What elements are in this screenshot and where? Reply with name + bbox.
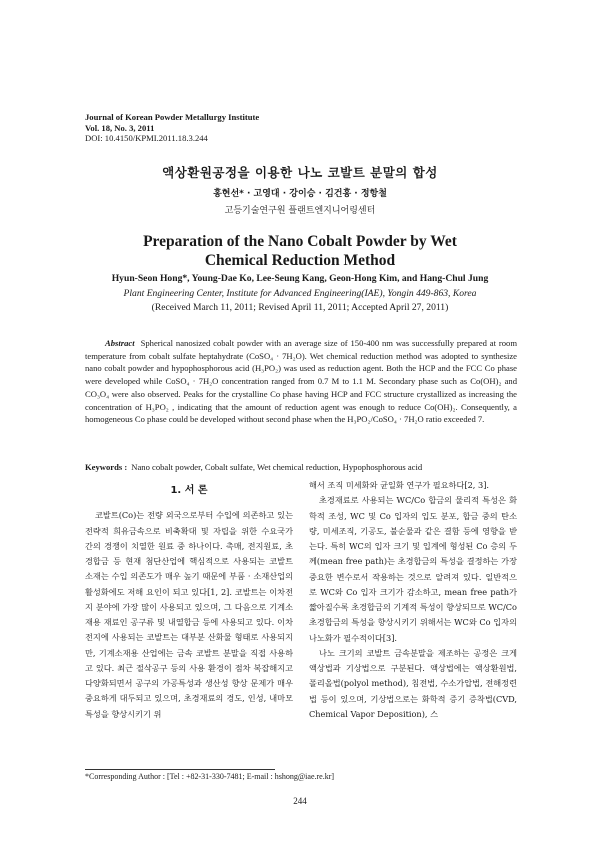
- abstract-label: Abstract: [105, 338, 135, 348]
- journal-doi: DOI: 10.4150/KPMI.2011.18.3.244: [85, 133, 208, 143]
- keywords-label: Keywords :: [85, 462, 128, 472]
- korean-title: 액상환원공정을 이용한 나노 코발트 분말의 합성: [162, 165, 438, 180]
- journal-name: Journal of Korean Powder Metallurgy Institute: [85, 112, 260, 122]
- footnote-divider: [85, 769, 275, 770]
- received-dates: (Received March 11, 2011; Revised April 11, 2011; Accepted April 27, 2011): [151, 302, 449, 313]
- page-number: 244: [293, 796, 307, 806]
- keywords-text: Nano cobalt powder, Cobalt sulfate, Wet chemical reduction, Hypophosphorous acid: [131, 462, 423, 472]
- english-title-line2: Chemical Reduction Method: [204, 251, 396, 269]
- english-title-line1: Preparation of the Nano Cobalt Powder by Wet: [143, 233, 457, 250]
- keywords: [85, 462, 517, 472]
- right-column: [309, 478, 517, 722]
- right-paragraph: 초경재료로 사용되는 WC/Co 합금의 물리적 특성은 화학적 조성, WC 및 Co 입자의 입도 분포, 합금 중의 탄소량, 미세조직, 기공도, 불순물과 같은 결함 등에 영향을 받는다. 특히 WC의 입자 크기 및 입계에 형성된 Co 층의 두께(mean free path)는 초경합금의 특성을 결정하는 가장 중요한 변수로서 작용하는 것으로 알려져 있다. 일반적으로 WC와 Co 입자 크기가 감소하고, mean free path가 짧아질수록 초경합금의 기계적 특성이 향상되므로 WC/Co 초경합금의 특성을 향상시키기 위해서는 WC와 Co 입자의 나노화가 필수적이다[3].: [309, 495, 517, 643]
- english-affiliation: Plant Engineering Center, Institute for Advanced Engineering(IAE), Yongin 449-863, Korea: [123, 288, 477, 299]
- english-authors: Hyun-Seon Hong*, Young-Dae Ko, Lee-Seung Kang, Geon-Hong Kim, and Hang-Chul Jung: [111, 273, 489, 284]
- korean-authors: 홍현선* · 고영대 · 강이승 · 김건홍 · 정항철: [213, 189, 387, 199]
- left-column: [85, 478, 293, 722]
- korean-affiliation: 고등기술연구원 플랜트엔지니어링센터: [224, 206, 376, 216]
- right-paragraph: 해서 조직 미세화와 균일화 연구가 필요하다[2, 3].: [309, 480, 489, 490]
- english-title: [0, 233, 600, 270]
- section-heading-introduction: 1. 서 론: [170, 485, 208, 496]
- journal-volume: Vol. 18, No. 3, 2011: [85, 122, 155, 133]
- abstract: [85, 337, 517, 426]
- abstract-text: Spherical nanosized cobalt powder with an average size of 150-400 nm was successfully prepared at room temperature from cobalt sulfate heptahydrate (CoSO₄ · 7H₂O). Wet chemical reduction method was adopted to synthesize nano cobalt powder and hypophosphorous acid (H₃PO₂) was used as reduction agent. Both the HCP and the FCC Co phase were developed while CoSO₄ · 7H₂O concentration ranged from 0.7 M to 1.1 M. Secondary phase such as Co(OH)₂ and CO₃O₄ were also observed. Peaks for the crystalline Co phase having HCP and FCC structure crystallized as increasing the concentration of H₃PO₂ , indicating that the amount of reduction agent was enough to reduce Co(OH)₂. Consequently, a homogeneous Co phase could be developed without second phase when the H₃PO₂/CoSO₄ · 7H₂O ratio exceeded 7.: [85, 338, 517, 425]
- right-paragraph: 나노 크기의 코발트 금속분말을 제조하는 공정은 크게 액상법과 기상법으로 구분된다. 액상법에는 액상환원법, 폴리올법(polyol method), 침전법, 수소가압법, 전해정련법 등이 있으며, 기상법으로는 화학적 증기 증착법(CVD, Chemical Vapor Deposition), 스: [309, 647, 517, 719]
- left-paragraph: 코발트(Co)는 전량 외국으로부터 수입에 의존하고 있는 전략적 희유금속으로 비축확대 및 자립을 위한 수요국가 간의 경쟁이 치열한 원료 중 하나이다. 촉매, 전지원료, 초경합금 등 현재 첨단산업에 핵심적으로 사용되는 코발트 소재는 수입 의존도가 매우 높기 때문에 부품 · 소재산업의 활성화에도 저해 요인이 되고 있다[1, 2]. 코발트는 이차전지 분야에 가장 많이 사용되고 있으며, 그 다음으로 기계소재용 재료인 공구류 및 내열합금 등에 사용되고 있다. 이차전지에 사용되는 코발트는 대부분 산화물 형태로 사용되지만, 기계소재용 산업에는 금속 코발트 분말을 직접 사용하고 있다. 최근 절삭공구 등의 사용 환경이 점차 복잡해지고 다양화되면서 공구의 가공특성과 생산성 향상 문제가 매우 중요하게 대두되고 있으며, 초경재료의 경도, 인성, 내마모 특성을 향상시키기 위: [85, 510, 293, 719]
- corresponding-author-footnote: *Corresponding Author : [Tel : +82-31-330-7481; E-mail : hshong@iae.re.kr]: [85, 772, 335, 781]
- journal-header: [85, 112, 259, 144]
